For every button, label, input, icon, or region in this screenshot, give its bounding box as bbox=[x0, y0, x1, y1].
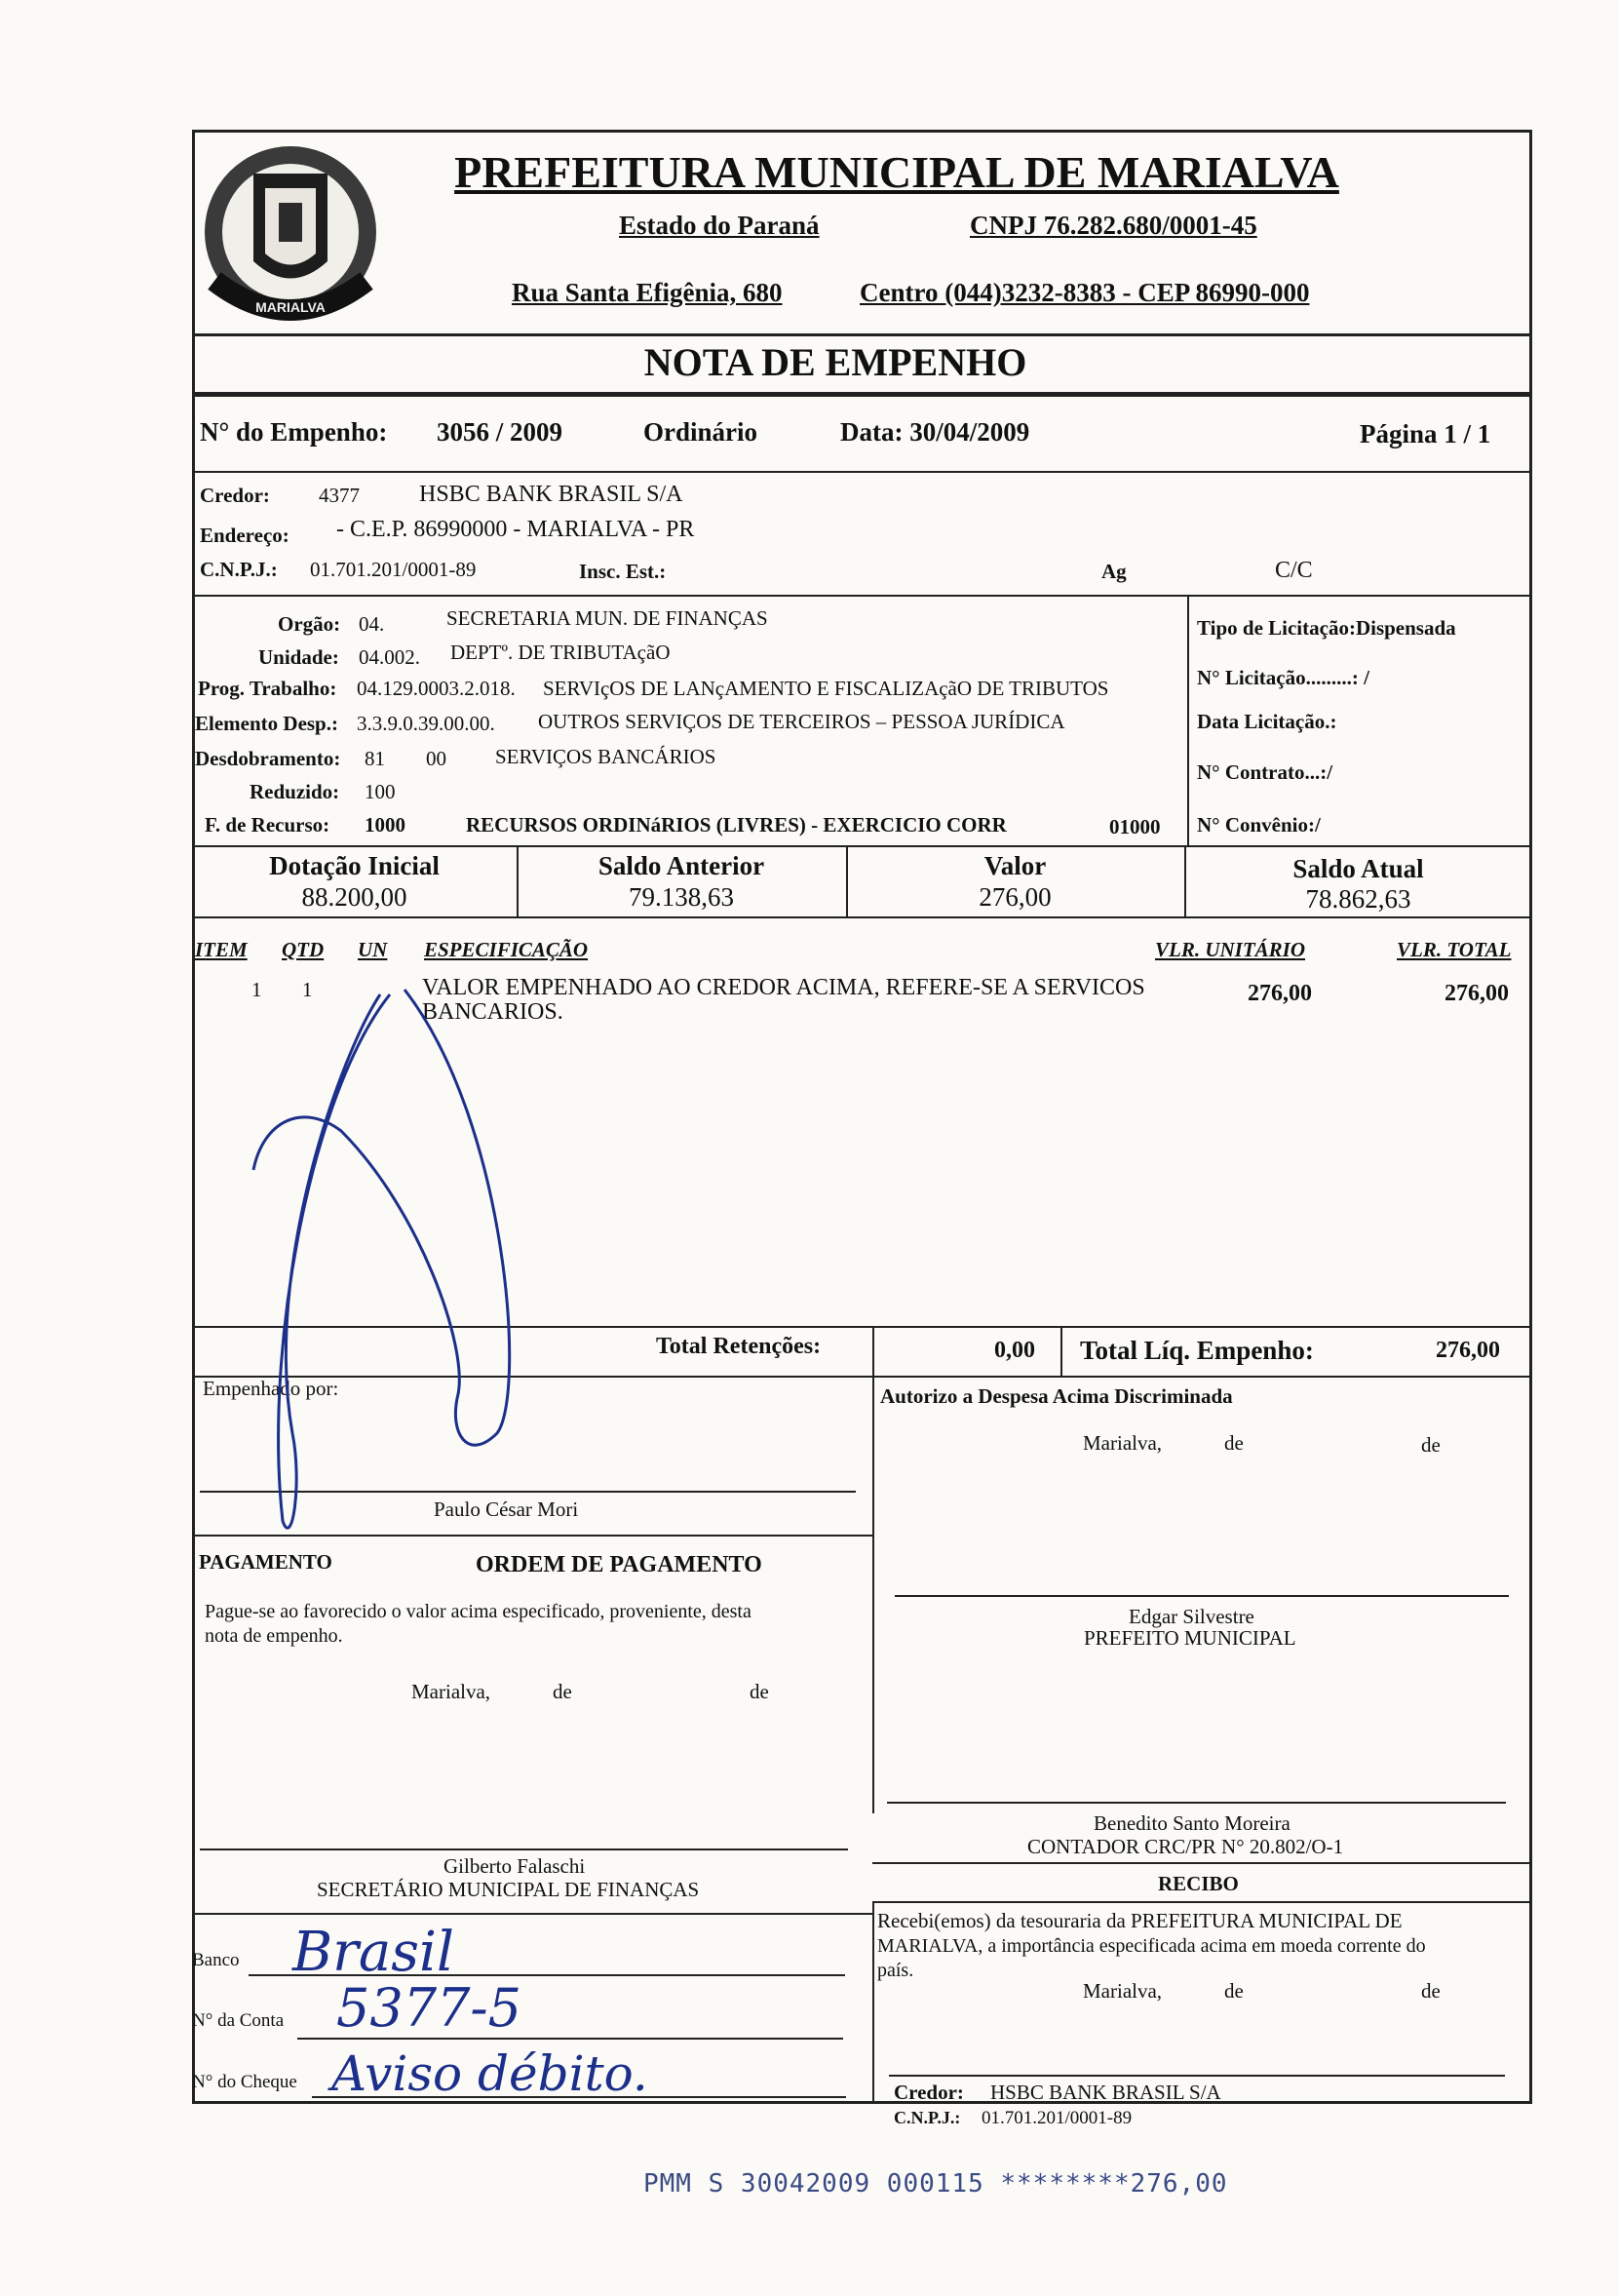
cheque-value: Aviso débito. bbox=[331, 2045, 648, 2102]
item-unit-value: 276,00 bbox=[1248, 981, 1312, 1006]
autorizo-city: Marialva, bbox=[1083, 1431, 1163, 1455]
document-title: NOTA DE EMPENHO bbox=[643, 340, 1027, 384]
elemento-code: 3.3.9.0.39.00.00. bbox=[357, 712, 495, 735]
cc-label: C/C bbox=[1275, 558, 1313, 583]
empenhado-name: Paulo César Mori bbox=[434, 1498, 579, 1521]
autorizo-de1: de bbox=[1224, 1431, 1244, 1455]
conta-label: N° da Conta bbox=[192, 2010, 285, 2031]
cheque-label: N° do Cheque bbox=[192, 2072, 297, 2092]
data-licitacao: Data Licitação.: bbox=[1197, 710, 1337, 733]
contador-title: CONTADOR CRC/PR N° 20.802/O-1 bbox=[1027, 1835, 1344, 1858]
autorizo-text: Autorizo a Despesa Acima Discriminada bbox=[880, 1384, 1233, 1408]
liquido-label: Total Líq. Empenho: bbox=[1080, 1336, 1314, 1365]
address-rest: Centro (044)3232-8383 - CEP 86990-000 bbox=[860, 278, 1310, 307]
item-qtd: 1 bbox=[302, 978, 313, 1001]
municipality-title: PREFEITURA MUNICIPAL DE MARIALVA bbox=[454, 147, 1339, 197]
liquido-value: 276,00 bbox=[1436, 1338, 1500, 1363]
contador-name: Benedito Santo Moreira bbox=[1094, 1811, 1291, 1835]
empenho-number: 3056 / 2009 bbox=[437, 417, 563, 447]
saldo-anterior-label: Saldo Anterior bbox=[597, 851, 765, 880]
recibo-title: RECIBO bbox=[1158, 1872, 1239, 1895]
secretario-name: Gilberto Falaschi bbox=[443, 1854, 586, 1878]
col-especificacao: ESPECIFICAÇÃO bbox=[424, 938, 589, 961]
orgao-label: Orgão: bbox=[278, 612, 341, 636]
coat-of-arms-seal bbox=[195, 135, 385, 330]
recibo-de2: de bbox=[1421, 1979, 1441, 2003]
desdobramento-label: Desdobramento: bbox=[195, 747, 341, 770]
item-desc-line1: VALOR EMPENHADO AO CREDOR ACIMA, REFERE-SE A SERVICOS bbox=[422, 975, 1145, 1000]
ag-label: Ag bbox=[1101, 560, 1127, 583]
reduzido-code: 100 bbox=[365, 780, 396, 803]
cnpj-header: CNPJ 76.282.680/0001-45 bbox=[970, 211, 1257, 240]
unidade-label: Unidade: bbox=[258, 645, 339, 669]
insc-est-label: Insc. Est.: bbox=[579, 560, 667, 583]
recibo-credor-name: HSBC BANK BRASIL S/A bbox=[990, 2081, 1221, 2104]
prog-desc: SERVIçOS DE LANçAMENTO E FISCALIZAçãO DE TRIBUTOS bbox=[543, 677, 1109, 700]
secretario-title: SECRETÁRIO MUNICIPAL DE FINANÇAS bbox=[317, 1878, 700, 1901]
item-number: 1 bbox=[251, 978, 262, 1001]
col-vlr-total: VLR. TOTAL bbox=[1397, 938, 1512, 961]
elemento-label: Elemento Desp.: bbox=[195, 712, 338, 735]
empenho-label: N° do Empenho: bbox=[200, 417, 388, 447]
recibo-text2: MARIALVA, a importância especificada acima em moeda corrente do bbox=[877, 1935, 1426, 1957]
elemento-desc: OUTROS SERVIÇOS DE TERCEIROS – PESSOA JURÍDICA bbox=[538, 710, 1065, 733]
recurso-code2: 01000 bbox=[1109, 815, 1161, 838]
cnpj-label: C.N.P.J.: bbox=[200, 558, 278, 581]
handwritten-signature bbox=[224, 975, 595, 1560]
desdobramento-code2: 00 bbox=[426, 747, 446, 770]
conta-value: 5377-5 bbox=[336, 1977, 522, 2039]
pagamento-city: Marialva, bbox=[411, 1680, 491, 1703]
payment-stamp: PMM S 30042009 000115 ********276,00 bbox=[643, 2169, 1228, 2199]
desdobramento-desc: SERVIÇOS BANCÁRIOS bbox=[495, 745, 716, 768]
recibo-text1: Recebi(emos) da tesouraria da PREFEITURA MUNICIPAL DE bbox=[877, 1909, 1403, 1932]
recibo-cnpj: 01.701.201/0001-89 bbox=[982, 2108, 1133, 2128]
ordem-pagamento-title: ORDEM DE PAGAMENTO bbox=[476, 1552, 762, 1577]
prefeito-title: PREFEITO MUNICIPAL bbox=[1084, 1626, 1296, 1650]
orgao-code: 04. bbox=[359, 612, 385, 636]
pagamento-text1: Pague-se ao favorecido o valor acima especificado, proveniente, desta bbox=[205, 1601, 751, 1622]
item-desc-line2: BANCARIOS. bbox=[422, 999, 563, 1025]
retencoes-value: 0,00 bbox=[994, 1338, 1035, 1363]
banco-label: Banco bbox=[192, 1950, 240, 1970]
numero-licitacao: N° Licitação.........: / bbox=[1197, 666, 1369, 689]
recibo-city: Marialva, bbox=[1083, 1979, 1163, 2003]
unidade-desc: DEPTº. DE TRIBUTAçãO bbox=[450, 641, 671, 664]
dotacao-label: Dotação Inicial bbox=[269, 851, 440, 880]
credor-address: - C.E.P. 86990000 - MARIALVA - PR bbox=[336, 517, 695, 542]
col-vlr-unitario: VLR. UNITÁRIO bbox=[1155, 938, 1306, 961]
orgao-desc: SECRETARIA MUN. DE FINANÇAS bbox=[446, 606, 768, 630]
pagamento-label: PAGAMENTO bbox=[199, 1550, 332, 1574]
empenho-type: Ordinário bbox=[643, 417, 758, 447]
banco-value: Brasil bbox=[292, 1921, 454, 1984]
col-item: ITEM bbox=[195, 938, 248, 961]
col-qtd: QTD bbox=[282, 938, 325, 961]
credor-name: HSBC BANK BRASIL S/A bbox=[419, 482, 683, 507]
empenho-date: Data: 30/04/2009 bbox=[840, 417, 1030, 447]
saldo-anterior-value: 79.138,63 bbox=[629, 882, 734, 912]
street-address: Rua Santa Efigênia, 680 bbox=[512, 278, 783, 307]
recibo-text3: país. bbox=[877, 1960, 914, 1981]
col-un: UN bbox=[358, 938, 388, 961]
empenhado-label: Empenhado por: bbox=[203, 1377, 339, 1400]
tipo-licitacao: Tipo de Licitação:Dispensada bbox=[1197, 616, 1456, 640]
svg-text:MARIALVA: MARIALVA bbox=[255, 299, 326, 315]
recibo-de1: de bbox=[1224, 1979, 1244, 2003]
dotacao-value: 88.200,00 bbox=[301, 882, 407, 912]
valor-value: 276,00 bbox=[979, 882, 1052, 912]
saldo-atual-label: Saldo Atual bbox=[1292, 854, 1424, 883]
recurso-desc: RECURSOS ORDINáRIOS (LIVRES) - EXERCICIO CORR bbox=[466, 813, 1007, 837]
address-label: Endereço: bbox=[200, 524, 289, 547]
unidade-code: 04.002. bbox=[359, 645, 420, 669]
state-name: Estado do Paraná bbox=[619, 211, 820, 240]
credor-cnpj: 01.701.201/0001-89 bbox=[310, 558, 477, 581]
numero-convenio: N° Convênio:/ bbox=[1197, 813, 1321, 837]
recibo-credor-label: Credor: bbox=[894, 2081, 964, 2104]
credor-label: Credor: bbox=[200, 484, 270, 507]
desdobramento-code1: 81 bbox=[365, 747, 385, 770]
prog-label: Prog. Trabalho: bbox=[198, 677, 337, 700]
credor-code: 4377 bbox=[319, 484, 360, 507]
saldo-atual-value: 78.862,63 bbox=[1305, 884, 1411, 914]
valor-label: Valor bbox=[983, 851, 1047, 880]
pagamento-text2: nota de empenho. bbox=[205, 1625, 343, 1647]
recurso-label: F. de Recurso: bbox=[205, 813, 330, 837]
prefeito-name: Edgar Silvestre bbox=[1129, 1605, 1254, 1628]
pagamento-de1: de bbox=[553, 1680, 572, 1703]
recurso-code: 1000 bbox=[365, 813, 405, 837]
autorizo-de2: de bbox=[1421, 1433, 1441, 1457]
numero-contrato: N° Contrato...:/ bbox=[1197, 760, 1333, 784]
retencoes-label: Total Retenções: bbox=[656, 1334, 822, 1359]
page-number: Página 1 / 1 bbox=[1360, 419, 1491, 448]
item-total-value: 276,00 bbox=[1445, 981, 1509, 1006]
recibo-cnpj-label: C.N.P.J.: bbox=[894, 2108, 961, 2127]
pagamento-de2: de bbox=[750, 1680, 769, 1703]
prog-code: 04.129.0003.2.018. bbox=[357, 677, 516, 700]
reduzido-label: Reduzido: bbox=[250, 780, 340, 803]
